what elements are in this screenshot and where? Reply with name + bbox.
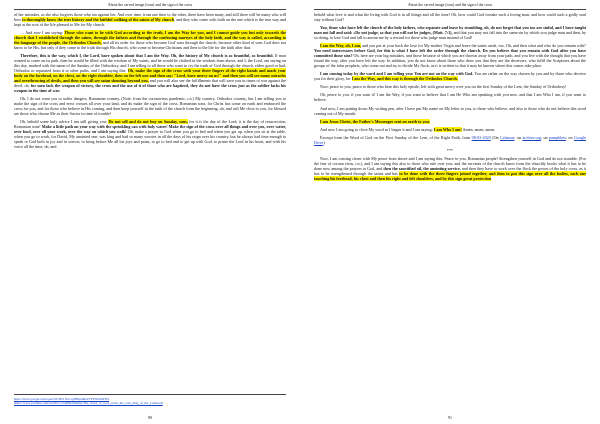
source-link[interactable]: 08-03-2020 (471, 134, 491, 140)
paragraph: Therefore, this is the way, which I, the Lord, have spoken about that I am the Way. Oh, the history of My church is so beautiful, so beautiful. If man wanted to come on its path, then he would be filled with the wisdom of My saints, and he would be clothed in the wisdom from above, and I, the Lord, am saying on this day, marked with the name of the Sunday of the Orthodoxy, and I am telling to all those who want to cry the truth of God through the church, either good or bad, Orthodox or separated from it or other paths, and I am saying this: Oh, make the sign of the cross with your three fingers of the right hands and mark your body on the forehead, on the chest, on the right shoulder, then on the left one and then say: "Lord, have mercy on us!" and then you will see many miracles and overthrowing of devils, and then you will see satan shouting beyond you, and you will also see the fulfillments that will save you in times of war against the devil, oh, for men lack the weapon of victory, the cross and the use of it of those who are baptized, they do not have the cross just as the soldier lacks his weapon in the time of war. (14, 53, 286, 94)
paragraph: Excerpt from the Word of God on the First Sunday of the Lent, of the Right Faith, from 08-03-2020 (On Calamus; on archive.org; on pamphlets; on Google Drive) (314, 134, 586, 145)
paragraph (314, 119, 586, 124)
running-header: About the carved image (icon) and the sign of the cross (14, 3, 286, 10)
paragraph: You, those who have left the church of the holy fathers, who separate and leave by stumbling, oh, do not forget that you too are sinful, and I have taught man not fall and said: «Do not judge, so that you will not be judges, (Matt. 7:1), and that you may not fall into the same sin by which you judge man and then, by so doing, to lose God and fall to anoint me by a reward for those who judge man instead of God! (314, 25, 586, 41)
paragraph: of her mistakes, as she also forgives those who sin against her. And over time, from one time to the other, there have been many, and still there will be many who will bow to thoroughly know the true history and the faithful walking of the saints of My church, and they who come with faith on the one which is the true way and kept at the root of the life pleased to Me for My church. (14, 12, 286, 27)
page-text (14, 12, 286, 410)
paragraph: behold what love is and what the living with God is in all things and all the time! Oh, how could God forsake such a loving man, and how could such a godly soul stay without God? (314, 12, 586, 22)
highlighted-text: Oh, make the sign of the cross with your three fingers of the right hands and mark your body on the forehead, on the chest, on the right shoulder, then on the left one and then say: "Lord, have mercy on us!" and then you will see many miracles and overthrowing of devils, and then you will see satan shouting beyond you, (14, 68, 286, 84)
paragraph: Now, I am coming closer with My peace from above and I am saying this: Peace to you, Romanian people! Strengthen yourself in God and do not stumble, (For the fear of corona virus, r.n.), and I am saying this also to those who rule over you, and the servants of the church know from the churchly books what it has to be done now among the prayers to God, and then the sanctified oil, the anointing service, and then they have to work over the flock the power of the holy cross, as it has to be strengthened through the saints and has to be done with the three fingers joined together, and then to put this sign over all the bodies, each one touching his forehead, his chest and then his right and left shoulders, and by this sign great protection (314, 156, 586, 182)
page-number: 90 (148, 415, 152, 420)
paragraph: I am coming today by the word and I am telling you: You are not on the way with God. You are rather on the way chosen by you and by those who deceive you for their glory, for I am the Way, and this way is through the Orthodox Church. (314, 71, 586, 82)
footnote-link[interactable]: https://lives.google.com/open?id=BW Ne11gI0Bpdd6rsiVFFIUml3FD3 (14, 396, 109, 401)
highlighted-text: I am the Way, oh, I am, (320, 43, 362, 49)
page-text (314, 12, 586, 410)
highlighted-text: I am Who I am! (433, 126, 462, 132)
paragraph: Oh, behold some holy advice I am still giving you: Do not sell and do not buy on Sunday, sons, for it is the day of the Lord, it is the day of resurrection, Romanian sons! Make a little path on your way with the sprinkling can with holy water! Make the sign of the cross over all things and over you, over water, over food, over all your work, over the way on which you walk! Oh, make a prayer to God when you go to bed and when you get up, when you sit at the table, when you go to work, for David, My anointed one, was king and had so many worries in all the days of his reign over his country, but he always had time enough to speak to God both in joy and in sorrow, to bring before Me all his joys and pains, to go to bed and to get up with God, to praise the Lord in his heart, and with his voice all the time, oh, and (14, 119, 286, 150)
right-page (300, 0, 600, 424)
paragraph: … And now I am saying: Those who want to be with God according to the truth, I am the Way for you, and I cannot guide you but only towards the church that I established through the saints, through the fathers and through the confessing martyrs of the holy faith, and the way is called, according to the language of the people, the Orthodox Church, and all its order for those who become God' sons through the church, because other kind of sons God does not know to be His, but only if they come to the truth through His church, who come to become Christians and then to the life for the faith after that. (14, 30, 286, 51)
source-link[interactable]: Google Drive (314, 134, 586, 145)
paragraph: Now, peace to you; peace to those who hear this holy epistle, left with great mercy over you on the first Sunday of the Lent, the Sunday of Orthodoxy! (320, 84, 567, 90)
highlighted-text: Do not sell and do not buy on Sunday, sons, (108, 119, 188, 125)
source-link[interactable]: Calamus (500, 134, 515, 140)
highlighted-text: I am the Way, and this way is through the Orthodox Church. (351, 76, 458, 82)
section-separator: *** (446, 147, 454, 153)
paragraph: Oh, I do not want you to suffer dangers, Romanian country, (Note, from the coronavirus pandemic, r.n.) My country, Orthodox country, but I am telling you to make the sign of the cross and erect crosses all over your land, and do make the sign of the cross, Romanian sons, for Christ has come on earth and embraced the cross for you, and for those who believe in His coming, and then keep yourself in the faith of the church from the beginning, oh, and call Me close to you, for blessed are those who choose Me as their Savior in time of trouble! (14, 96, 286, 117)
highlighted-text: I am Jesus Christ, the Father's Messenger sent on earth to you. (320, 118, 430, 124)
highlighted-text: to be done with the three fingers joined together, and then to put this sign over all the bodies, each one touching his forehead, his chest and then his right and left shoulders, and by this sign great protection (314, 171, 586, 182)
paragraph: And now, I am putting down My writing pen, after I have put My name on My letter to you, to those who believe, and also to those who do not believe this word coming out of My mouth. (314, 105, 586, 116)
source-link[interactable]: archive.org (522, 134, 541, 140)
footnote-link[interactable]: https://www.youtube.com/watch?v=2adlHa7Iammo/The_Word_of_God_about_the_wan_ding_of_the_Lamb.pdf (14, 400, 163, 405)
footnotes (14, 394, 286, 405)
paragraph: And now I am going to close My word as I began it and I am saying: I am Who I am! Amen, amen, amen. (320, 126, 496, 132)
highlighted-text: to thoroughly know the true history and the faithful walking of the saints of My church (22, 17, 175, 22)
source-link[interactable]: pamphlets (549, 134, 566, 140)
paragraph: I am the Way, oh, I am, and you put at your back the love for My mother Virgin and leave the saints aside, too. Oh, and then what and who do you remain with? You need intercessors before God, for this is what I have left the order through the church. Do you believe that you remain with God after you have committed those sins? Oh, here are your big mistakes, and those because of which you are thrown away from your path, and you live with the thought that you have found the way, after you have left the way. In addition, you do not know about those who draw you that they are the deceivers, who fulfil the Scriptures about the groups of the false prophets, who come out and try to divide My flock, as it is written so that it may be known where this comes take place. (314, 43, 586, 69)
page-number: 91 (448, 415, 452, 420)
highlighted-text: Those who want to be with God according to the truth, I am the Way for you, and I cannot guide you but only towards the church that I established through the saints, through the fathers and through the confessing martyrs of the holy faith, and the way is called, according to the language of the people, the Orthodox Church, (14, 30, 286, 46)
running-header: About the carved image (icon) and the sign of the cross (314, 3, 586, 10)
paragraph: Oh, peace to you, if you want it! I am the Way, if you want to believe that I am He Who am speaking with you now, and that I am Who I am, if you want to believe. (314, 92, 586, 103)
